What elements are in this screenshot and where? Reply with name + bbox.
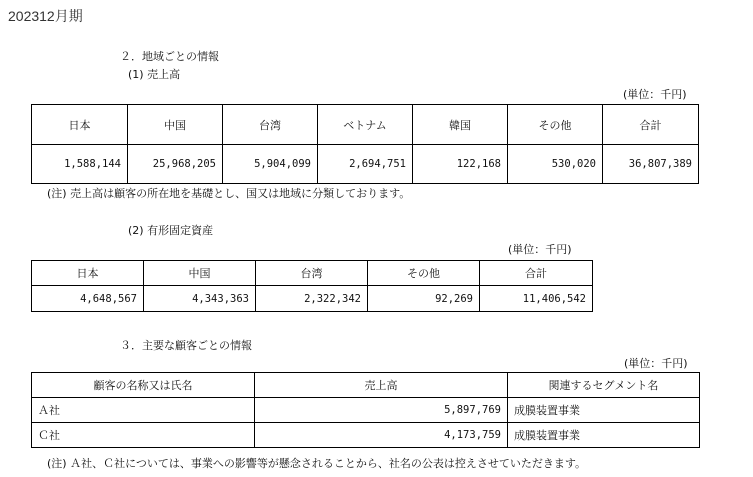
sales-korea: 122,168 — [413, 145, 508, 184]
header-china: 中国 — [144, 261, 256, 286]
header-japan: 日本 — [32, 105, 128, 145]
table-row — [32, 145, 699, 184]
assets-japan: 4,648,567 — [32, 286, 144, 312]
header-japan: 日本 — [32, 261, 144, 286]
table-header-row — [32, 105, 699, 145]
section-3-title: ３．主要な顧客ごとの情報 — [120, 339, 252, 352]
sales-vietnam: 2,694,751 — [318, 145, 413, 184]
table-row — [32, 286, 593, 312]
customer-sales: 5,897,769 — [255, 398, 508, 423]
sales-japan: 1,588,144 — [32, 145, 128, 184]
major-customers-table — [31, 372, 700, 448]
sales-taiwan: 5,904,099 — [223, 145, 318, 184]
table-header-row — [32, 261, 593, 286]
customers-note: (注) Ａ社、Ｃ社については、事業への影響等が懸念されることから、社名の公表は控えさせていただきます。 — [47, 457, 586, 470]
header-other: その他 — [508, 105, 603, 145]
header-korea: 韓国 — [413, 105, 508, 145]
assets-other: 92,269 — [368, 286, 480, 312]
fixed-assets-subtitle: (2) 有形固定資産 — [128, 224, 214, 237]
sales-subtitle: (1) 売上高 — [128, 68, 181, 81]
header-total: 合計 — [603, 105, 699, 145]
header-segment: 関連するセグメント名 — [508, 373, 700, 398]
header-sales: 売上高 — [255, 373, 508, 398]
sales-other: 530,020 — [508, 145, 603, 184]
header-customer-name: 顧客の名称又は氏名 — [32, 373, 255, 398]
section-2-title: ２．地域ごとの情報 — [120, 50, 219, 63]
fixed-assets-table — [31, 260, 593, 312]
fixed-assets-unit: (単位：千円) — [508, 243, 572, 256]
sales-china: 25,968,205 — [128, 145, 223, 184]
customer-segment: 成膜装置事業 — [508, 423, 700, 448]
period-label: 202312月期 — [8, 8, 83, 24]
assets-total: 11,406,542 — [480, 286, 593, 312]
customer-name: Ａ社 — [32, 398, 255, 423]
table-row — [32, 423, 700, 448]
assets-taiwan: 2,322,342 — [256, 286, 368, 312]
header-other: その他 — [368, 261, 480, 286]
table-row — [32, 398, 700, 423]
sales-by-region-table — [31, 104, 699, 184]
customer-segment: 成膜装置事業 — [508, 398, 700, 423]
header-china: 中国 — [128, 105, 223, 145]
sales-note: (注) 売上高は顧客の所在地を基礎とし、国又は地域に分類しております。 — [47, 187, 411, 200]
header-taiwan: 台湾 — [256, 261, 368, 286]
customer-name: Ｃ社 — [32, 423, 255, 448]
assets-china: 4,343,363 — [144, 286, 256, 312]
header-taiwan: 台湾 — [223, 105, 318, 145]
customers-unit: (単位：千円) — [624, 357, 688, 370]
table-header-row — [32, 373, 700, 398]
sales-unit: (単位：千円) — [623, 88, 687, 101]
sales-total: 36,807,389 — [603, 145, 699, 184]
customer-sales: 4,173,759 — [255, 423, 508, 448]
header-total: 合計 — [480, 261, 593, 286]
header-vietnam: ベトナム — [318, 105, 413, 145]
